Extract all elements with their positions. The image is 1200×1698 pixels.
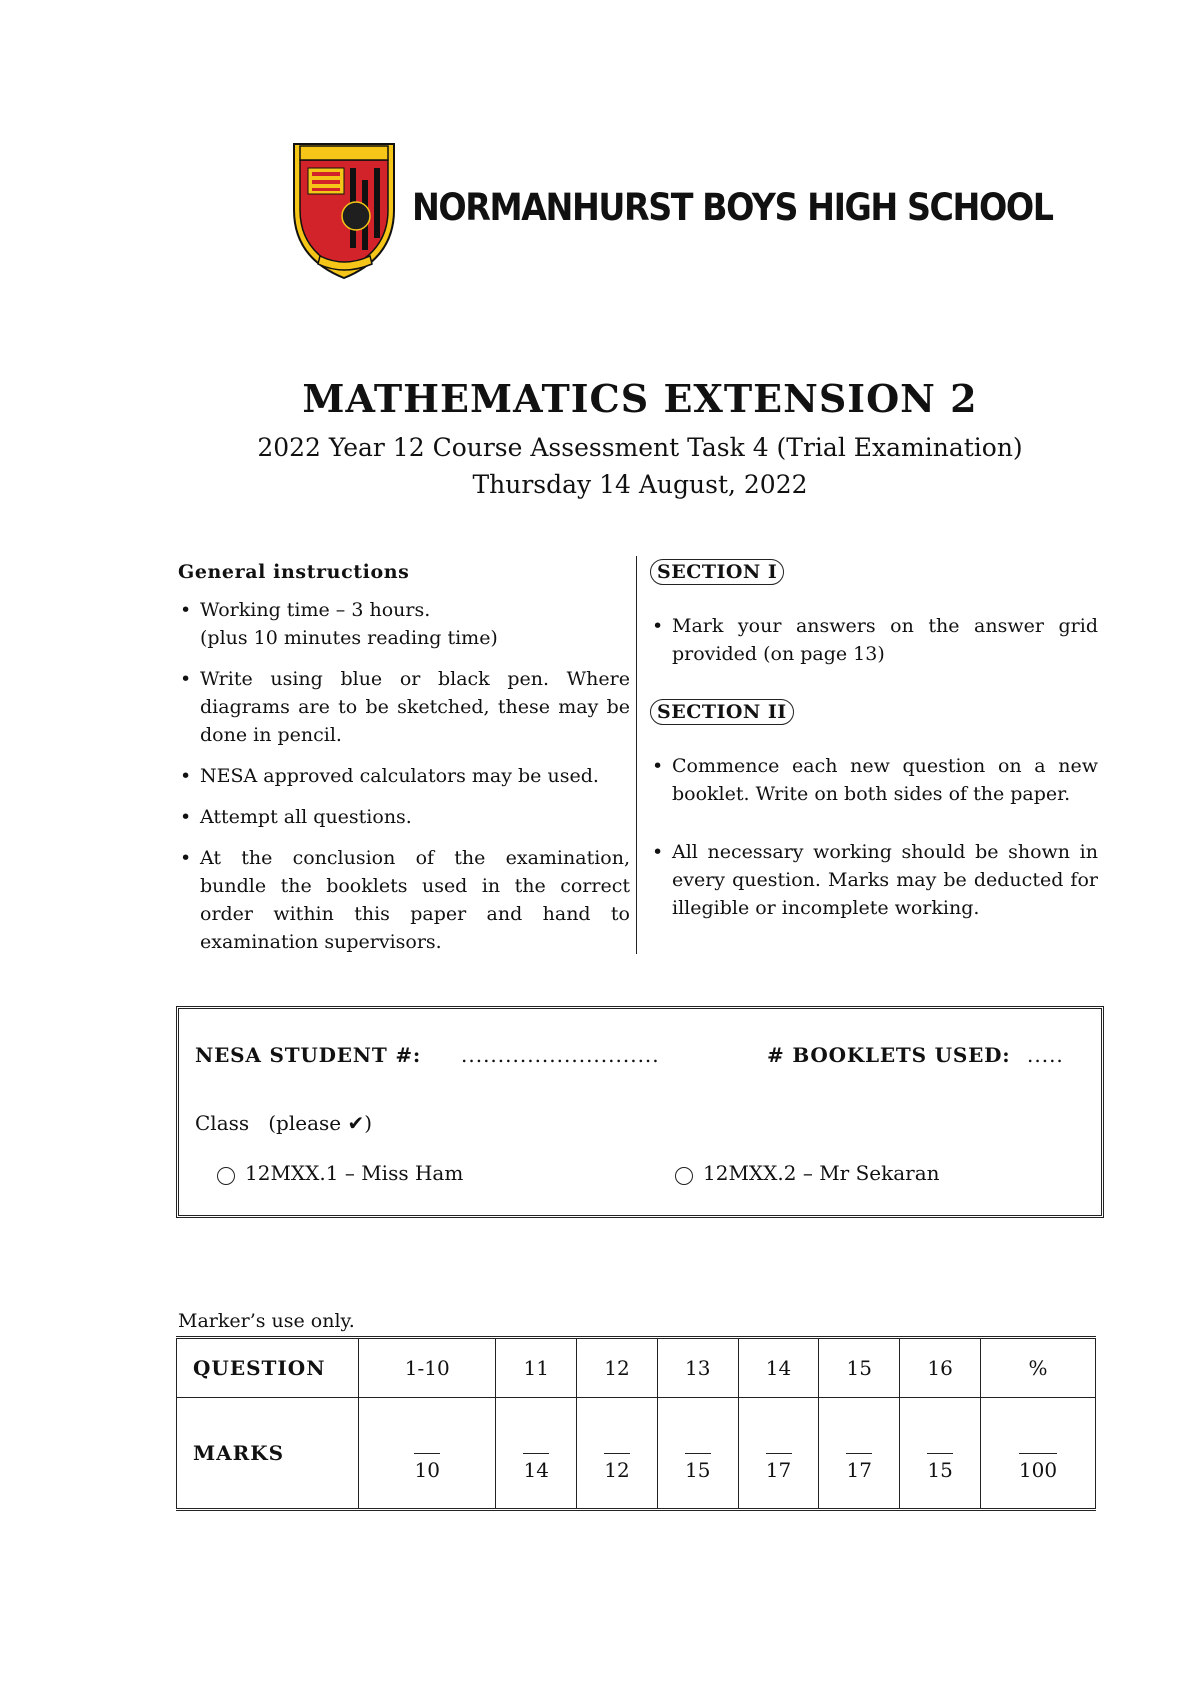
- list-item: • Mark your answers on the answer grid provided (on page 13): [650, 612, 1098, 668]
- marks-total: 100: [1019, 1453, 1057, 1482]
- student-details-box: [176, 1006, 1104, 1218]
- title-block: [0, 376, 1200, 499]
- class-1-radio[interactable]: [217, 1167, 235, 1185]
- marks-header: MARKS: [177, 1398, 359, 1510]
- marks-total: 14: [523, 1453, 549, 1482]
- exam-subtitle: 2022 Year 12 Course Assessment Task 4 (Trial Examination): [257, 433, 1023, 462]
- marks-total: 10: [414, 1453, 440, 1482]
- list-item: • Attempt all questions.: [178, 803, 630, 831]
- marks-cell[interactable]: [657, 1398, 738, 1510]
- marks-total: 15: [685, 1453, 711, 1482]
- nesa-student-field[interactable]: ...........................: [461, 1043, 660, 1067]
- list-item: • Commence each new question on a new booklet. Write on both sides of the paper.: [650, 752, 1098, 808]
- school-name: NORMANHURST BOYS HIGH SCHOOL: [412, 186, 1053, 229]
- question-cell: 12: [577, 1338, 658, 1398]
- nesa-student-label: NESA STUDENT #:: [195, 1043, 422, 1067]
- instruction-text: Working time – 3 hours.: [200, 599, 431, 621]
- school-crest-logo: [290, 140, 398, 282]
- question-cell: 13: [657, 1338, 738, 1398]
- marks-cell[interactable]: [900, 1398, 981, 1510]
- marks-total: 17: [766, 1453, 792, 1482]
- column-divider: [636, 556, 637, 954]
- booklets-used-label: # BOOKLETS USED:: [767, 1043, 1011, 1067]
- booklets-used-field[interactable]: .....: [1027, 1043, 1064, 1067]
- instructions-list: [178, 596, 630, 956]
- marks-total: 17: [846, 1453, 872, 1482]
- markers-use-label: Marker’s use only.: [178, 1310, 355, 1332]
- section-2-label: SECTION II: [650, 699, 794, 725]
- question-cell: 16: [900, 1338, 981, 1398]
- marks-cell[interactable]: [738, 1398, 819, 1510]
- section-instructions: [650, 558, 1098, 952]
- question-header: QUESTION: [177, 1338, 359, 1398]
- marks-total: 15: [927, 1453, 953, 1482]
- list-item: • Write using blue or black pen. Where diagrams are to be sketched, these may be done in pencil.: [178, 665, 630, 749]
- list-item: [178, 596, 630, 652]
- marks-table: [176, 1336, 1096, 1511]
- marks-total: 12: [604, 1453, 630, 1482]
- instruction-text: (plus 10 minutes reading time): [200, 627, 498, 649]
- marks-cell[interactable]: [496, 1398, 577, 1510]
- class-1-label: 12MXX.1 – Miss Ham: [245, 1161, 464, 1185]
- marks-cell[interactable]: [819, 1398, 900, 1510]
- marks-cell[interactable]: [981, 1398, 1096, 1510]
- question-cell: 11: [496, 1338, 577, 1398]
- section-1-label: SECTION I: [650, 559, 784, 585]
- class-2-radio[interactable]: [675, 1167, 693, 1185]
- question-cell: %: [981, 1338, 1096, 1398]
- class-hint: (please ✔): [268, 1111, 373, 1135]
- table-row: [177, 1338, 1096, 1398]
- question-cell: 1-10: [359, 1338, 496, 1398]
- section-2-list: [650, 752, 1098, 922]
- marks-cell[interactable]: [577, 1398, 658, 1510]
- list-item: • NESA approved calculators may be used.: [178, 762, 630, 790]
- table-row: [177, 1398, 1096, 1510]
- class-label: [195, 1111, 372, 1135]
- question-cell: 14: [738, 1338, 819, 1398]
- question-cell: 15: [819, 1338, 900, 1398]
- marks-cell[interactable]: [359, 1398, 496, 1510]
- class-2-label: 12MXX.2 – Mr Sekaran: [703, 1161, 940, 1185]
- general-instructions-heading: General instructions: [178, 561, 410, 583]
- section-1-list: [650, 612, 1098, 668]
- general-instructions: [178, 558, 630, 969]
- list-item: • At the conclusion of the examination, bundle the booklets used in the correct order within this paper and hand to examination supervisors.: [178, 844, 630, 956]
- exam-date: Thursday 14 August, 2022: [472, 470, 808, 499]
- class-label-text: Class: [195, 1111, 250, 1135]
- exam-title: MATHEMATICS EXTENSION 2: [302, 376, 978, 421]
- list-item: • All necessary working should be shown in every question. Marks may be deducted for illegible or incomplete working.: [650, 838, 1098, 922]
